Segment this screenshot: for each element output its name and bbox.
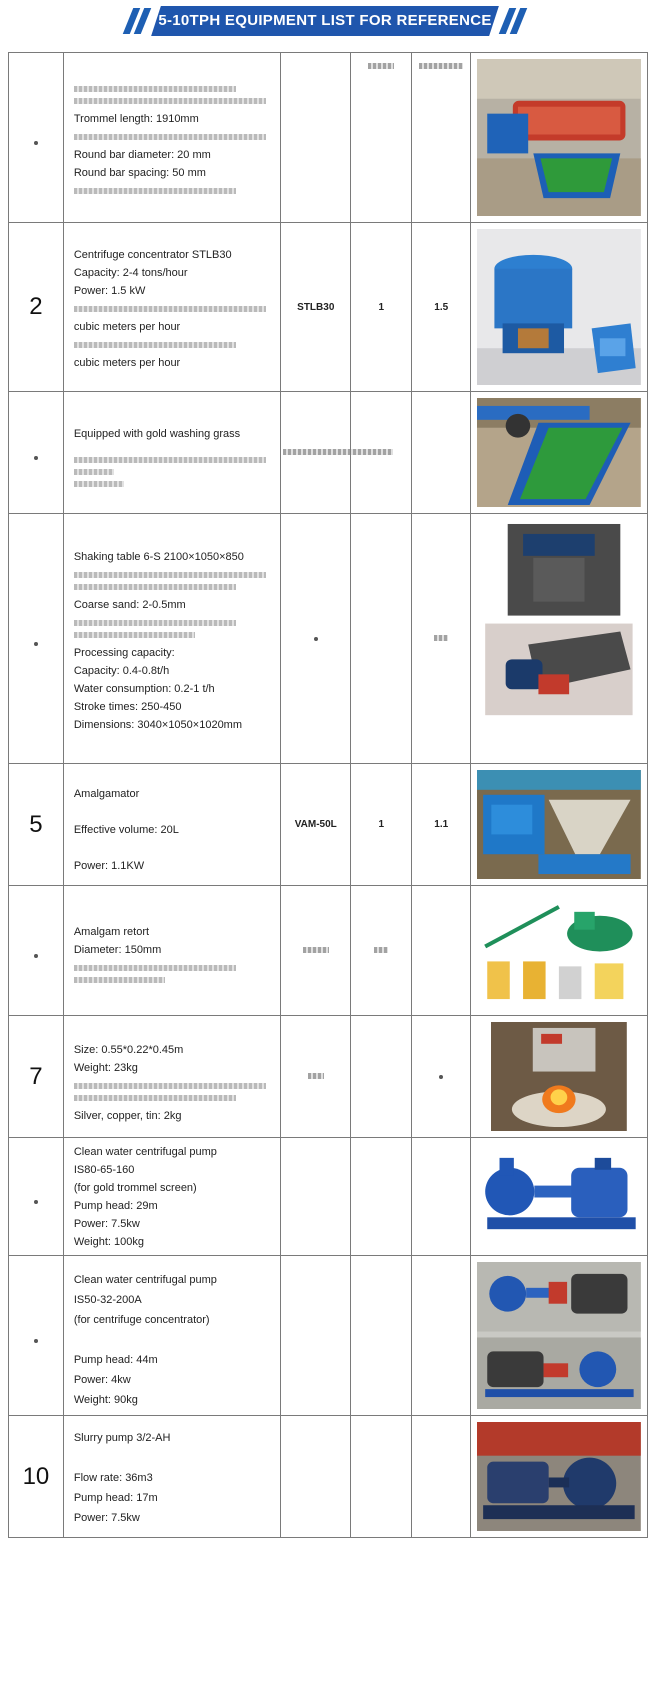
description-line: Amalgamator [73, 787, 140, 800]
blurred-text [439, 1075, 443, 1079]
row-number: 10 [9, 1416, 64, 1538]
weight-cell [412, 514, 471, 764]
row-number [9, 1138, 64, 1256]
slurry-pump-image [477, 1422, 641, 1531]
quantity-cell [351, 1138, 412, 1256]
row-number-mark [34, 1200, 38, 1204]
description-line: Clean water centrifugal pump [73, 1273, 217, 1286]
description-line: Pump head: 29m [73, 1199, 158, 1212]
description-line: Trommel length: 1910mm [73, 112, 199, 125]
equipment-photo-cell [471, 886, 648, 1016]
row-number [9, 1256, 64, 1416]
model-cell [281, 392, 351, 514]
table-row [9, 1416, 648, 1538]
blurred-text [374, 947, 388, 953]
description-line: Size: 0.55*0.22*0.45m [73, 1043, 184, 1056]
centrifuge-concentrator-image [477, 229, 641, 385]
description-cell [63, 1138, 280, 1256]
blurred-text [74, 620, 236, 626]
model-cell: STLB30 [281, 223, 351, 392]
description-line: Power: 1.5 kW [73, 285, 146, 297]
amalgam-retort-image [477, 892, 641, 1009]
blurred-text [74, 86, 236, 92]
description-cell [63, 764, 280, 886]
row-number-mark [34, 642, 38, 646]
equipment-photo-cell [471, 1256, 648, 1416]
page-title: 5-10TPH EQUIPMENT LIST FOR REFERENCE [158, 12, 492, 29]
description-line: Clean water centrifugal pump [73, 1145, 217, 1158]
model-cell: VAM-50L [281, 764, 351, 886]
model-cell [281, 53, 351, 223]
description-line: Equipped with gold washing grass [73, 427, 241, 440]
blurred-text [74, 1095, 236, 1101]
description-cell [63, 392, 280, 514]
description-line: cubic meters per hour [73, 357, 181, 369]
blurred-text [74, 977, 165, 983]
model-cell [281, 1138, 351, 1256]
description-line: Capacity: 0.4-0.8t/h [73, 664, 170, 677]
quantity-cell: 1 [351, 764, 412, 886]
description-line: Round bar diameter: 20 mm [73, 148, 211, 161]
description-line: Power: 4kw [73, 1373, 131, 1386]
description-line: Coarse sand: 2-0.5mm [73, 598, 186, 611]
description-line: (for gold trommel screen) [73, 1181, 197, 1194]
blurred-text [314, 637, 318, 641]
description-line: Silver, copper, tin: 2kg [73, 1109, 182, 1122]
weight-cell [412, 1016, 471, 1138]
quantity-cell [351, 53, 412, 223]
table-row [9, 392, 648, 514]
row-number [9, 53, 64, 223]
blurred-text [74, 1083, 266, 1089]
description-cell [63, 886, 280, 1016]
model-cell [281, 1416, 351, 1538]
description-line: Pump head: 17m [73, 1491, 158, 1504]
blurred-text [74, 469, 114, 475]
description-line: Flow rate: 36m3 [73, 1471, 153, 1484]
table-row [9, 1016, 648, 1138]
table-row [9, 53, 648, 223]
description-line: IS80-65-160 [73, 1163, 135, 1176]
row-number-mark [34, 141, 38, 145]
table-row [9, 1256, 648, 1416]
centrifugal-pump-1-image [477, 1144, 641, 1249]
quantity-cell: 1 [351, 223, 412, 392]
quantity-cell [351, 1416, 412, 1538]
description-line: Power: 1.1KW [73, 859, 145, 872]
description-line: Shaking table 6-S 2100×1050×850 [73, 550, 244, 563]
description-line: Round bar spacing: 50 mm [73, 166, 206, 179]
equipment-photo-cell [471, 1016, 648, 1138]
quantity-cell [351, 514, 412, 764]
blurred-text [74, 342, 236, 348]
description-line: Power: 7.5kw [73, 1511, 140, 1524]
description-cell [63, 1016, 280, 1138]
amalgamator-image [477, 770, 641, 879]
description-line: Weight: 90kg [73, 1393, 138, 1406]
row-number [9, 514, 64, 764]
equipment-photo-cell [471, 53, 648, 223]
row-number [9, 392, 64, 514]
melting-furnace-image [491, 1022, 627, 1131]
centrifugal-pump-2-image [477, 1262, 641, 1409]
weight-cell: 1.5 [412, 223, 471, 392]
weight-cell [412, 53, 471, 223]
equipment-photo-cell [471, 514, 648, 764]
equipment-table [8, 52, 648, 1538]
blurred-text [74, 632, 195, 638]
row-number: 5 [9, 764, 64, 886]
weight-cell [412, 392, 471, 514]
weight-cell [412, 1416, 471, 1538]
quantity-cell [351, 1256, 412, 1416]
equipment-photo-cell [471, 1138, 648, 1256]
sluice-box-image [477, 398, 641, 507]
description-cell [63, 1256, 280, 1416]
blurred-text [74, 188, 236, 194]
description-cell [63, 1416, 280, 1538]
model-cell [281, 1016, 351, 1138]
quantity-cell [351, 1016, 412, 1138]
blurred-text [74, 98, 266, 104]
equipment-photo-cell [471, 223, 648, 392]
description-line: IS50-32-200A [73, 1293, 142, 1306]
blurred-text [74, 457, 266, 463]
table-row [9, 886, 648, 1016]
blurred-text [308, 1073, 324, 1079]
blurred-text [74, 965, 236, 971]
quantity-cell [351, 886, 412, 1016]
table-row [9, 514, 648, 764]
description-line: Water consumption: 0.2-1 t/h [73, 682, 215, 695]
description-line: Stroke times: 250-450 [73, 700, 182, 713]
row-number: 2 [9, 223, 64, 392]
blurred-text [368, 63, 394, 69]
trommel-screen-image [477, 59, 641, 216]
description-line: Amalgam retort [73, 925, 150, 938]
table-row [9, 223, 648, 392]
blurred-text [74, 134, 266, 140]
row-number-mark [34, 456, 38, 460]
model-cell [281, 886, 351, 1016]
model-cell [281, 1256, 351, 1416]
equipment-photo-cell [471, 1416, 648, 1538]
description-line: Dimensions: 3040×1050×1020mm [73, 718, 243, 731]
weight-cell: 1.1 [412, 764, 471, 886]
description-line: Effective volume: 20L [73, 823, 179, 836]
description-line: Power: 7.5kw [73, 1217, 140, 1230]
description-cell [63, 53, 280, 223]
blurred-text [74, 481, 125, 487]
shaking-table-image [477, 520, 641, 757]
row-number: 7 [9, 1016, 64, 1138]
row-number [9, 886, 64, 1016]
table-row [9, 764, 648, 886]
row-number-mark [34, 1339, 38, 1343]
weight-cell [412, 1138, 471, 1256]
description-line: cubic meters per hour [73, 321, 181, 333]
equipment-photo-cell [471, 764, 648, 886]
row-number-mark [34, 954, 38, 958]
model-cell [281, 514, 351, 764]
description-line: Capacity: 2-4 tons/hour [73, 267, 188, 279]
description-line: Centrifuge concentrator STLB30 [73, 249, 232, 261]
description-line: (for centrifuge concentrator) [73, 1313, 210, 1326]
blurred-text [74, 306, 266, 312]
description-line: Diameter: 150mm [73, 943, 162, 956]
description-line: Pump head: 44m [73, 1353, 158, 1366]
equipment-photo-cell [471, 392, 648, 514]
blurred-text [74, 584, 236, 590]
description-line: Weight: 100kg [73, 1235, 144, 1248]
description-cell [63, 514, 280, 764]
header-banner [118, 6, 532, 36]
blurred-text [434, 635, 448, 641]
description-line: Slurry pump 3/2-AH [73, 1431, 171, 1444]
description-cell [63, 223, 280, 392]
description-line: Weight: 23kg [73, 1061, 138, 1074]
description-line: Processing capacity: [73, 646, 175, 659]
blurred-text [303, 947, 329, 953]
blurred-text [74, 572, 266, 578]
blurred-text [419, 63, 463, 69]
weight-cell [412, 1256, 471, 1416]
table-row [9, 1138, 648, 1256]
weight-cell [412, 886, 471, 1016]
blurred-text [283, 449, 393, 455]
